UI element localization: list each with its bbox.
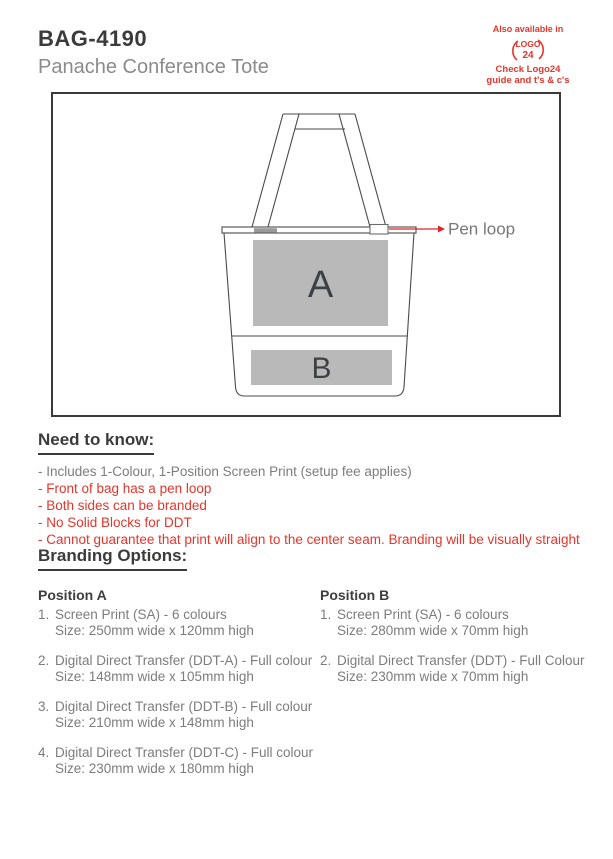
branding-option-name-line [320, 607, 603, 623]
branding-option [38, 653, 320, 685]
logo24-badge-bottom-text: 24 [522, 50, 534, 61]
branding-option-name-line [38, 745, 320, 761]
branding-option-name: Digital Direct Transfer (DDT-C) - Full colour [55, 745, 314, 760]
branding-option-name: Screen Print (SA) - 6 colours [337, 607, 509, 622]
branding-option-number: 1. [38, 607, 50, 622]
branding-option-number: 1. [320, 607, 332, 622]
need-to-know-item: - Cannot guarantee that print will align to the center seam. Branding will be visually straight [38, 532, 580, 547]
branding-option-size: Size: 230mm wide x 70mm high [337, 669, 529, 684]
left-strap-attachment [254, 228, 277, 232]
branding-option-size: Size: 148mm wide x 105mm high [55, 669, 254, 684]
print-area-b-label: B [311, 352, 332, 385]
branding-option-size: Size: 210mm wide x 148mm high [55, 715, 254, 730]
position-a-title: Position A [38, 587, 107, 603]
need-to-know-item: - Front of bag has a pen loop [38, 481, 212, 496]
pen-loop-shape [370, 225, 388, 235]
branding-option-name: Digital Direct Transfer (DDT) - Full Colour [337, 653, 585, 668]
branding-options-heading: Branding Options: [38, 546, 187, 571]
branding-option-number: 4. [38, 745, 50, 760]
branding-option-name-line [38, 607, 320, 623]
branding-option-name-line [320, 653, 603, 669]
need-to-know-item: - No Solid Blocks for DDT [38, 515, 192, 530]
pen-loop-label: Pen loop [448, 219, 516, 239]
position-a-options [38, 607, 320, 777]
branding-columns [38, 587, 603, 791]
branding-option [38, 607, 320, 639]
branding-option-name-line [38, 699, 320, 715]
bag-handles [252, 114, 386, 227]
need-to-know-item: - Both sides can be branded [38, 498, 207, 513]
branding-option-number: 2. [320, 653, 332, 668]
branding-option-number: 2. [38, 653, 50, 668]
logo24-check-line1: Check Logo24 [495, 64, 561, 75]
branding-option-size: Size: 230mm wide x 180mm high [55, 761, 254, 776]
logo24-badge-icon [510, 35, 546, 65]
bag-diagram [53, 94, 559, 415]
pen-loop-arrowhead-icon [438, 226, 445, 233]
position-b-options [320, 607, 603, 685]
branding-options-section [38, 546, 603, 791]
branding-option-name: Screen Print (SA) - 6 colours [55, 607, 227, 622]
branding-option-size: Size: 250mm wide x 120mm high [55, 623, 254, 638]
need-to-know-heading: Need to know: [38, 430, 154, 455]
branding-option-size: Size: 280mm wide x 70mm high [337, 623, 529, 638]
need-to-know-item: - Includes 1-Colour, 1-Position Screen Print (setup fee applies) [38, 464, 412, 479]
branding-option [320, 653, 603, 685]
branding-option [38, 699, 320, 731]
branding-option [38, 745, 320, 777]
bag-diagram-box [51, 92, 561, 417]
need-to-know-list [38, 463, 603, 548]
branding-option-name: Digital Direct Transfer (DDT-B) - Full colour [55, 699, 313, 714]
position-b-column [320, 587, 603, 791]
branding-option-name-line [38, 653, 320, 669]
header-title-block [38, 26, 269, 79]
logo24-check-line2: guide and t's & c's [486, 74, 570, 86]
print-area-a-label: A [307, 264, 334, 306]
need-to-know-section [38, 430, 603, 548]
logo24-available-text: Also available in [492, 24, 564, 34]
branding-option [320, 607, 603, 639]
product-name: Panache Conference Tote [38, 56, 269, 78]
branding-option-name: Digital Direct Transfer (DDT-A) - Full colour [55, 653, 313, 668]
product-code: BAG-4190 [38, 26, 148, 51]
branding-option-number: 3. [38, 699, 50, 714]
logo24-badge-top-text: LOGO [515, 39, 541, 49]
position-a-column [38, 587, 320, 791]
logo24-block [486, 24, 570, 86]
position-b-title: Position B [320, 587, 390, 603]
